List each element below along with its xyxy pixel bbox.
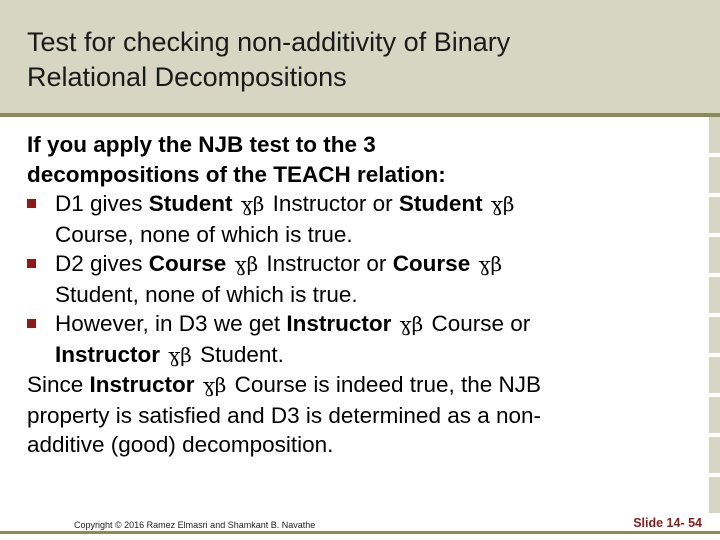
sidebar-block [709,317,720,353]
sidebar-block [709,237,720,273]
slide-title-line-2: Relational Decompositions [27,62,347,92]
decorative-sidebar [709,117,720,522]
sidebar-block [709,277,720,313]
sidebar-block [709,117,720,153]
slide-number: Slide 14- 54 [633,516,702,530]
square-bullet-icon [27,199,36,208]
bullet-item-d2: D2 gives Course ɣβ Instructor or Course ɣβ Student, none of which is true. [27,249,687,309]
bullet-item-d1: D1 gives Student ɣβ Instructor or Student ɣβ Course, none of which is true. [27,189,687,249]
sidebar-block [709,157,720,193]
intro-text: If you apply the NJB test to the 3 decompositions of the TEACH relation: [27,132,446,187]
slide-title [27,25,627,95]
sidebar-block [709,437,720,473]
copyright-notice: Copyright © 2016 Ramez Elmasri and Shamkant B. Navathe [74,520,316,530]
sidebar-block [709,477,720,513]
bullet-item-d3: However, in D3 we get Instructor ɣβ Course or Instructor ɣβ Student. [27,309,687,370]
sidebar-block [709,357,720,393]
slide-title-line-1: Test for checking non-additivity of Binary [27,27,511,57]
multivalued-dependency-icon: ɣβ [490,192,515,216]
title-divider [0,113,720,117]
square-bullet-icon [27,259,36,268]
multivalued-dependency-icon: ɣβ [202,373,227,397]
slide-body [27,130,687,460]
footer-divider [0,531,720,534]
multivalued-dependency-icon: ɣβ [399,312,424,336]
sidebar-block [709,397,720,433]
multivalued-dependency-icon: ɣβ [168,342,192,367]
square-bullet-icon [27,319,36,328]
closing-paragraph: Since Instructor ɣβ Course is indeed true, the NJB property is satisfied and D3 is determined as a non- additive (good) decomposition. [27,372,542,457]
sidebar-block [709,197,720,233]
multivalued-dependency-icon: ɣβ [478,252,503,276]
multivalued-dependency-icon: ɣβ [234,252,259,276]
multivalued-dependency-icon: ɣβ [240,192,265,216]
title-band [0,0,720,113]
